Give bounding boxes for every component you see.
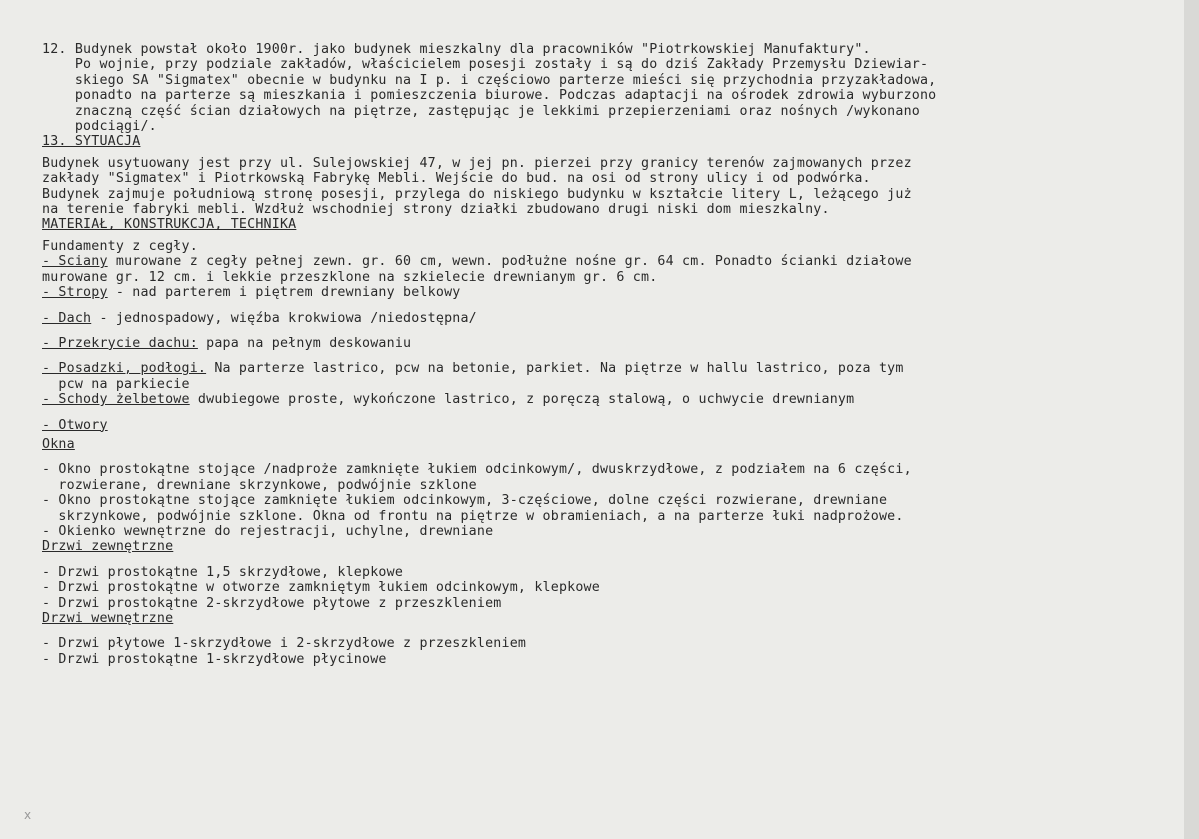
window-item: skrzynkowe, podwójnie szklone. Okna od frontu na piętrze w obramieniach, a na parterze łuki nadprożowe. bbox=[42, 508, 904, 524]
stairs-text: dwubiegowe proste, wykończone lastrico, z poręczą stalową, o uchwycie drewnianym bbox=[189, 392, 855, 408]
paragraph-12-line: znaczną część ścian działowych na piętrze, zastępując je lekkimi przepierzeniami oraz nośnych /wykonano bbox=[42, 103, 920, 119]
ceilings-label: - Stropy bbox=[42, 285, 108, 301]
ceilings-text: - nad parterem i piętrem drewniany belkowy bbox=[107, 285, 461, 301]
window-item: - Okienko wewnętrzne do rejestracji, uchylne, drewniane bbox=[42, 523, 494, 539]
roof-text: - jednospadowy, więźba krokwiowa /niedostępna/ bbox=[91, 310, 477, 326]
exterior-door-item: - Drzwi prostokątne w otworze zamkniętym łukiem odcinkowym, klepkowe bbox=[42, 580, 600, 596]
roof-label: - Dach bbox=[42, 310, 92, 326]
openings-heading: - Otwory bbox=[42, 417, 108, 433]
situation-line: na terenie fabryki mebli. Wzdłuż wschodniej strony działki zbudowano drugi niski dom mieszkalny. bbox=[42, 202, 830, 218]
window-item: - Okno prostokątne stojące /nadproże zamknięte łukiem odcinkowym/, dwuskrzydłowe, z podziałem na 6 części, bbox=[42, 462, 912, 478]
paragraph-12-line: Po wojnie, przy podziale zakładów, właścicielem posesji zostały i są do dziś Zakłady Przemysłu Dziewiar- bbox=[42, 57, 929, 73]
floors-label: - Posadzki, podłogi. bbox=[42, 361, 207, 377]
roof-cover-label: - Przekrycie dachu: bbox=[42, 335, 198, 351]
interior-door-item: - Drzwi prostokątne 1-skrzydłowe płycinowe bbox=[42, 651, 387, 667]
windows-heading: Okna bbox=[42, 436, 75, 452]
corner-mark: x bbox=[24, 808, 32, 822]
exterior-doors-heading: Drzwi zewnętrzne bbox=[42, 539, 174, 555]
floors-text: Na parterze lastrico, pcw na betonie, parkiet. Na piętrze w hallu lastrico, poza tym bbox=[206, 361, 904, 377]
walls-text: murowane z cegły pełnej zewn. gr. 60 cm, wewn. podłużne nośne gr. 64 cm. Ponadto ścianki działowe bbox=[107, 254, 912, 270]
paragraph-12-line: 12. Budynek powstał około 1900r. jako budynek mieszkalny dla pracowników "Piotrkowskiej Manufaktury". bbox=[42, 42, 871, 57]
paragraph-12-line: skiego SA "Sigmatex" obecnie w budynku na I p. i częściowo parterze mieści się przychodnia przyzakładowa, bbox=[42, 72, 937, 88]
window-item: - Okno prostokątne stojące zamknięte łukiem odcinkowym, 3-częściowe, dolne części rozwierane, drewniane bbox=[42, 493, 888, 509]
situation-line: Budynek usytuowany jest przy ul. Sulejowskiej 47, w jej pn. pierzei przy granicy terenów zajmowanych przez bbox=[42, 155, 912, 171]
walls-text-cont: murowane gr. 12 cm. i lekkie przeszklone na szkielecie drewnianym gr. 6 cm. bbox=[42, 269, 658, 285]
paragraph-12-line: ponadto na parterze są mieszkania i pomieszczenia biurowe. Podczas adaptacji na ośrodek zdrowia wyburzono bbox=[42, 88, 937, 104]
interior-door-item: - Drzwi płytowe 1-skrzydłowe i 2-skrzydłowe z przeszkleniem bbox=[42, 636, 527, 652]
stairs-label: - Schody żelbetowe bbox=[42, 392, 190, 408]
section-heading-situation: 13. SYTUACJA bbox=[42, 134, 141, 150]
paragraph-12-line: podciągi/. bbox=[42, 119, 157, 135]
exterior-door-item: - Drzwi prostokątne 1,5 skrzydłowe, klepkowe bbox=[42, 564, 404, 580]
interior-doors-heading: Drzwi wewnętrzne bbox=[42, 611, 174, 626]
document-body bbox=[42, 42, 1182, 667]
foundations-line: Fundamenty z cegły. bbox=[42, 238, 198, 254]
floors-text-cont: pcw na parkiecie bbox=[42, 376, 190, 392]
roof-cover-text: papa na pełnym deskowaniu bbox=[197, 335, 412, 351]
walls-label: - Ściany bbox=[42, 254, 108, 270]
section-heading-material: MATERIAŁ, KONSTRUKCJA, TECHNIKA bbox=[42, 217, 297, 233]
situation-line: zakłady "Sigmatex" i Piotrkowską Fabrykę Mebli. Wejście do bud. na osi od strony ulicy i od podwórka. bbox=[42, 171, 871, 187]
page-edge bbox=[1184, 0, 1199, 839]
situation-line: Budynek zajmuje południową stronę posesji, przylega do niskiego budynku w kształcie litery L, leżącego już bbox=[42, 186, 912, 202]
window-item: rozwierane, drewniane skrzynkowe, podwójnie szklone bbox=[42, 477, 477, 493]
exterior-door-item: - Drzwi prostokątne 2-skrzydłowe płytowe z przeszkleniem bbox=[42, 595, 502, 611]
